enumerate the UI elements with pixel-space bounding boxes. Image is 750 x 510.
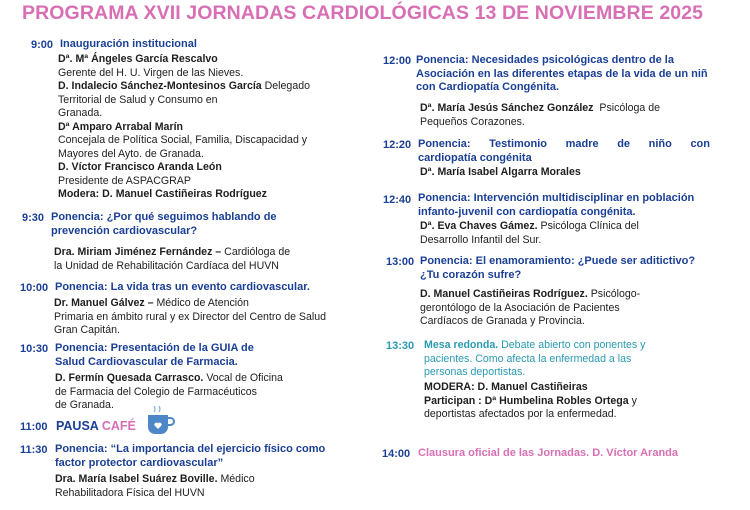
moderator: MODERA: D. Manuel Castiñeiras (424, 381, 588, 393)
time-label: 13:00 (386, 256, 415, 268)
time-label: 10:00 (20, 282, 49, 294)
time-label: 12:00 (383, 55, 412, 67)
speaker-role: de Granada. (55, 399, 114, 411)
session-title: infanto-juvenil con cardiopatía congénita. (418, 205, 636, 218)
speaker-name: D. Indalecio Sánchez-Montesinos García Delegado (58, 80, 310, 92)
session-title: Salud Cardiovascular de Farmacia. (55, 355, 238, 368)
speaker-role: Concejala de Política Social, Familia, Discapacidad y (58, 134, 308, 146)
speaker-role: Primaria en ámbito rural y ex Director del Centro de Salud (54, 310, 327, 323)
speaker-name: D. Víctor Francisco Aranda León (58, 161, 222, 173)
speaker-role: Mayores del Ayto. de Granada. (58, 147, 204, 160)
speaker-name: Dª Amparo Arrabal Marín (58, 120, 183, 133)
speaker-role: Pequeños Corazones. (420, 115, 525, 128)
session-title: Asociación en las diferentes etapas de la vida de un niñ (416, 67, 708, 80)
page-title: PROGRAMA XVII JORNADAS CARDIOLÓGICAS 13 DE NOVIEMBRE 2025 (22, 2, 704, 24)
session-title: Ponencia: El enamoramiento: ¿Puede ser aditictivo? (420, 255, 696, 267)
time-label: 13:30 (386, 340, 415, 352)
round-table-desc: personas deportistas. (424, 366, 526, 378)
time-label: 9:30 (22, 212, 45, 224)
speaker-role: Desarrollo Infantil del Sur. (420, 233, 542, 246)
speaker-name: Dª. María Jesús Sánchez González Psicóloga de (420, 102, 661, 114)
session-title: cardiopatía congénita (418, 151, 532, 164)
coffee-break-label: PAUSA CAFÉ (56, 419, 136, 433)
time-label: 14:00 (382, 448, 411, 460)
session-title: Ponencia: ¿Por qué seguimos hablando de (51, 211, 277, 223)
time-label: 11:00 (20, 421, 48, 433)
time-label: 10:30 (20, 343, 49, 355)
session-title: Ponencia: Presentación de la GUIA de (55, 342, 254, 354)
speaker-name: Dª. Eva Chaves Gámez. Psicóloga Clínica del (420, 220, 639, 232)
speaker-role: de Farmacia del Colegio de Farmacéuticos (55, 385, 257, 398)
closing-title: Clausura oficial de las Jornadas. D. Víctor Aranda (418, 447, 679, 459)
time-label: 11:30 (20, 444, 48, 456)
speaker-role: Granada. (58, 107, 103, 119)
time-label: 12:40 (383, 194, 412, 206)
session-title: Ponencia: La vida tras un evento cardiovascular. (55, 281, 310, 293)
session-title: Ponencia: Necesidades psicológicas dentro de la (416, 54, 674, 66)
participants: deportistas afectados por la enfermedad. (424, 408, 617, 420)
participants: Participan : Dª Humbelina Robles Ortega y (424, 394, 637, 407)
session-title: con Cardiopatía Congénita. (416, 81, 560, 93)
moderator: Modera: D. Manuel Castiñeiras Rodríguez (58, 188, 267, 200)
speaker-role: Presidente de ASPACGRAP (58, 174, 191, 187)
round-table-desc: pacientes. Como afecta la enfermedad a las (424, 352, 632, 365)
speaker-role: Territorial de Salud y Consumo en (58, 93, 218, 106)
speaker-name: Dra. Miriam Jiménez Fernández – Cardióloga de (54, 246, 291, 258)
session-title: Ponencia: Testimonio madre de niño con (418, 138, 710, 150)
speaker-role: la Unidad de Rehabilitación Cardíaca del HUVN (54, 259, 279, 272)
speaker-role: gerontólogo de la Asociación de Pacientes (420, 301, 620, 314)
speaker-role: Gerente del H. U. Virgen de las Nieves. (58, 66, 244, 79)
speaker-name: D. Manuel Castiñeiras Rodríguez. Psicólogo- (420, 288, 641, 300)
speaker-name: Dra. María Isabel Suárez Boville. Médico (55, 473, 255, 485)
speaker-name: Dª. Mª Ángeles García Rescalvo (58, 53, 218, 65)
coffee-cup-icon (145, 406, 175, 438)
speaker-role: Cardíacos de Granada y Provincia. (420, 315, 585, 327)
session-title: prevención cardiovascular? (51, 224, 198, 237)
session-title: Ponencia: Intervención multidisciplinar en población (418, 192, 695, 204)
speaker-role: Rehabilitadora Física del HUVN (55, 486, 205, 499)
time-label: 9:00 (31, 39, 54, 51)
session-title: factor protector cardiovascular” (55, 456, 224, 469)
speaker-name: Dr. Manuel Gálvez – Médico de Atención (54, 297, 249, 309)
speaker-name: D. Fermín Quesada Carrasco. Vocal de Oficina (55, 372, 283, 384)
speaker-role: Gran Capitán. (54, 324, 120, 336)
session-title: ¿Tu corazón sufre? (420, 268, 522, 281)
session-title: Inauguración institucional (60, 38, 197, 50)
round-table-title: Mesa redonda. Debate abierto con ponentes y (424, 339, 646, 351)
time-label: 12:20 (383, 139, 412, 151)
speaker-name: Dª. María Isabel Algarra Morales (420, 166, 581, 178)
session-title: Ponencia: “La importancia del ejercicio físico como (55, 443, 326, 455)
